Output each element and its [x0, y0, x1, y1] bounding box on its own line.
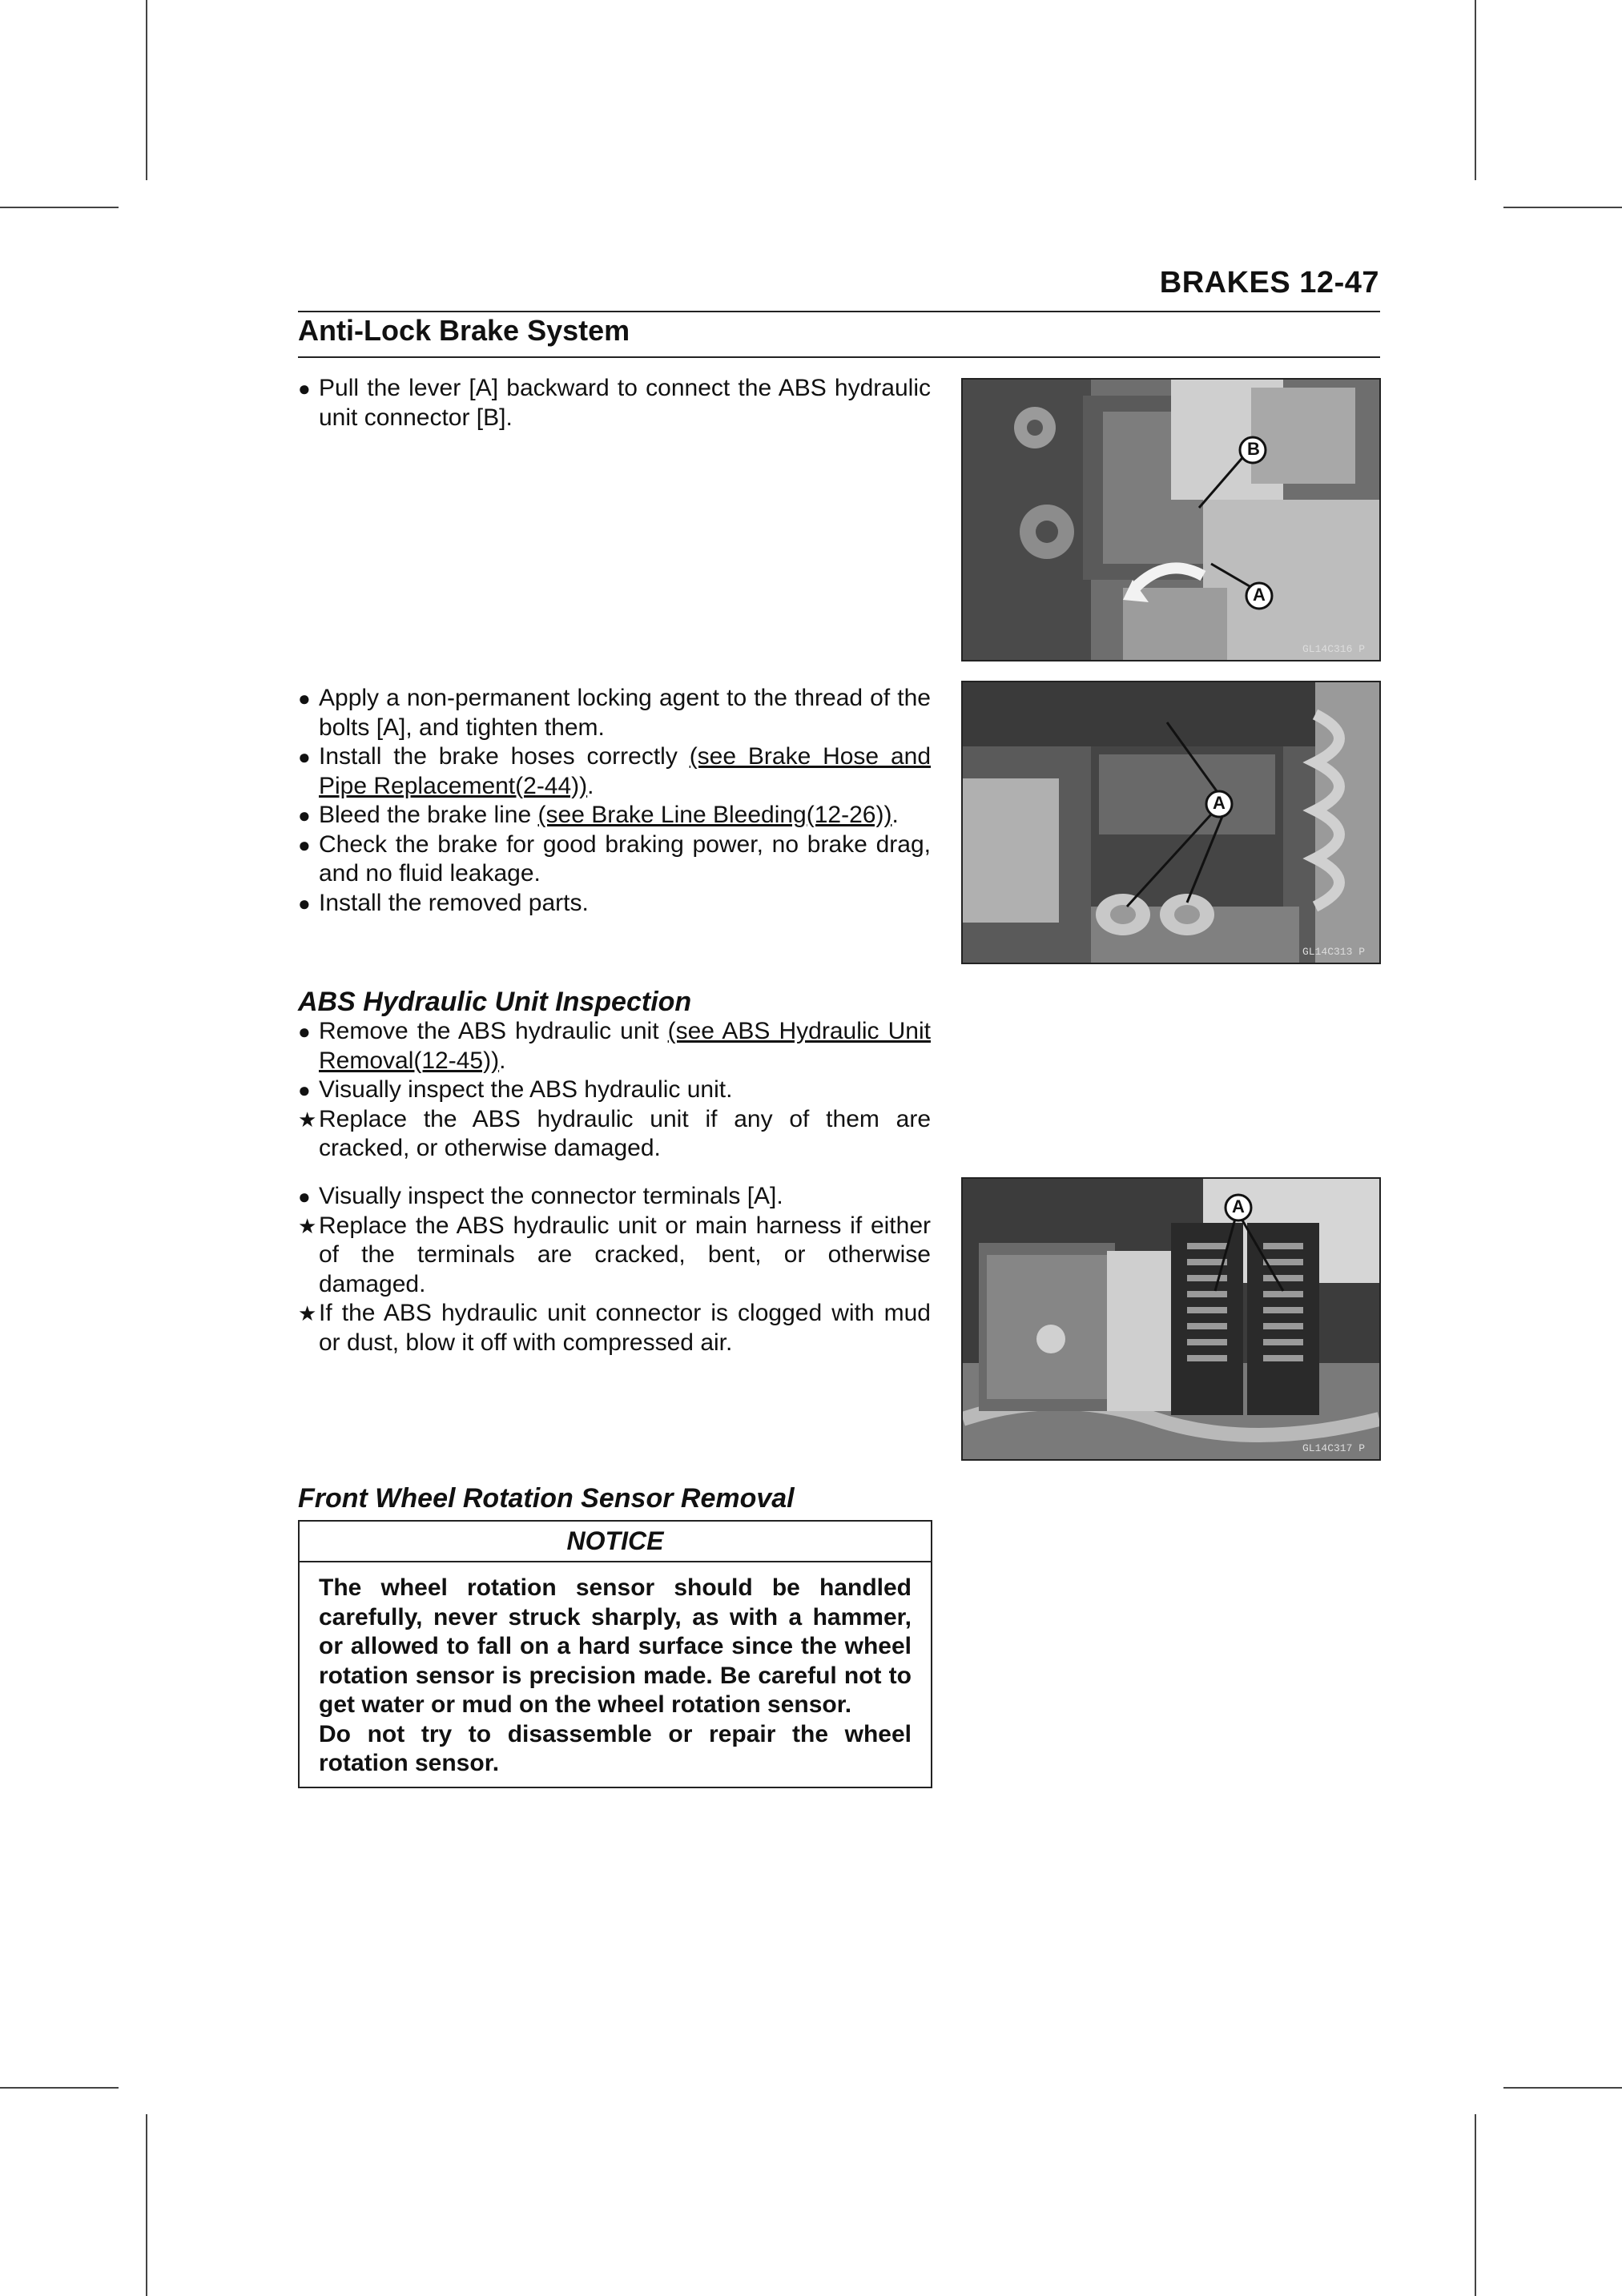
figure-connector-lever: [961, 378, 1381, 661]
callout-b: B: [1247, 439, 1260, 459]
crop-mark: [1503, 207, 1622, 208]
step-text: If the ABS hydraulic unit connector is clogged with mud or dust, blow it off with compressed air.: [319, 1300, 931, 1356]
step-text: Visually inspect the ABS hydraulic unit.: [319, 1076, 733, 1103]
step-text: Install the removed parts.: [319, 889, 589, 916]
step-text: Install the brake hoses correctly: [319, 743, 690, 770]
inspection-heading: ABS Hydraulic Unit Inspection: [298, 987, 692, 1017]
figure-code: GL14C316 P: [1302, 643, 1365, 655]
conditional-step: [298, 1105, 931, 1164]
crop-mark: [0, 207, 119, 208]
bullet-marker: ●: [298, 686, 311, 710]
bullet-marker: ●: [298, 745, 311, 769]
crop-mark: [0, 2087, 119, 2089]
callout-a: A: [1213, 793, 1226, 813]
star-marker: ★: [298, 1107, 317, 1132]
step-text: .: [587, 772, 594, 799]
instruction-step: [298, 801, 931, 830]
figure-terminals: [961, 1177, 1381, 1461]
section-title: Anti-Lock Brake System: [298, 314, 630, 347]
instruction-step: [298, 1182, 931, 1212]
instruction-step: [298, 1017, 931, 1076]
bullet-marker: ●: [298, 832, 311, 857]
step-text: Pull the lever [A] backward to connect the ABS hydraulic unit connector [B].: [319, 375, 931, 431]
bullet-marker: ●: [298, 1078, 311, 1102]
callout-a: A: [1232, 1196, 1245, 1216]
step-text: .: [499, 1047, 506, 1074]
conditional-step: [298, 1299, 931, 1357]
notice-line: The wheel rotation sensor should be handled carefully, never struck sharply, as with a hammer, or allowed to fall on a hard surface since the wheel rotation sensor is precision made. Be careful not to get water or mud on the wheel rotation sensor.: [319, 1574, 912, 1718]
figure-connector-lever-image: [963, 380, 1379, 660]
step-text: Check the brake for good braking power, no brake drag, and no fluid leakage.: [319, 830, 931, 887]
step-text: Bleed the brake line: [319, 802, 538, 828]
section-rule: [298, 356, 1380, 358]
bullet-marker: ●: [298, 1019, 311, 1043]
instruction-step: [298, 889, 931, 919]
bullet-marker: ●: [298, 803, 311, 827]
cross-reference-link[interactable]: (see ABS Hydraulic Unit Removal(12-45)): [319, 1018, 931, 1074]
inspection-steps-b: [298, 1182, 931, 1357]
step-text: Replace the ABS hydraulic unit if any of them are cracked, or otherwise damaged.: [319, 1105, 931, 1161]
step-text: Apply a non-permanent locking agent to the thread of the bolts [A], and tighten them.: [319, 685, 931, 741]
steps-install: [298, 684, 931, 918]
inspection-steps-a: [298, 1017, 931, 1164]
notice-body: [300, 1562, 931, 1787]
notice-title: NOTICE: [300, 1522, 931, 1562]
crop-mark: [146, 2114, 147, 2296]
step-text: Remove the ABS hydraulic unit: [319, 1018, 668, 1044]
figure-code: GL14C313 P: [1302, 946, 1365, 958]
step-text: Replace the ABS hydraulic unit or main harness if either of the terminals are cracked, bent, or otherwise damaged.: [319, 1212, 931, 1297]
notice-line: Do not try to disassemble or repair the wheel rotation sensor.: [319, 1720, 912, 1776]
instruction-step: [298, 684, 931, 742]
instruction-step: [298, 1076, 931, 1105]
instruction-step: [298, 374, 931, 432]
chapter-page-number: BRAKES 12-47: [1159, 266, 1379, 300]
bullet-marker: ●: [298, 1184, 311, 1208]
instruction-step: [298, 742, 931, 801]
crop-mark: [1475, 2114, 1476, 2296]
sensor-heading: Front Wheel Rotation Sensor Removal: [298, 1483, 795, 1514]
cross-reference-link[interactable]: (see Brake Hose and Pipe Replacement(2-44)): [319, 743, 931, 799]
notice-box: [298, 1520, 932, 1788]
header-rule: [298, 311, 1380, 312]
figure-bolts-image: [963, 682, 1379, 963]
star-marker: ★: [298, 1301, 317, 1325]
crop-mark: [146, 0, 147, 180]
step-text: .: [891, 802, 899, 828]
figure-terminals-image: [963, 1179, 1379, 1459]
crop-mark: [1475, 0, 1476, 180]
figure-code: GL14C317 P: [1302, 1442, 1365, 1454]
conditional-step: [298, 1212, 931, 1300]
callout-a: A: [1253, 585, 1266, 605]
instruction-step: [298, 830, 931, 889]
step-text: Visually inspect the connector terminals [A].: [319, 1183, 783, 1209]
steps-connect: [298, 374, 931, 432]
bullet-marker: ●: [298, 891, 311, 915]
bullet-marker: ●: [298, 376, 311, 400]
crop-mark: [1503, 2087, 1622, 2089]
figure-bolts: [961, 681, 1381, 964]
star-marker: ★: [298, 1213, 317, 1238]
cross-reference-link[interactable]: (see Brake Line Bleeding(12-26)): [537, 802, 892, 828]
